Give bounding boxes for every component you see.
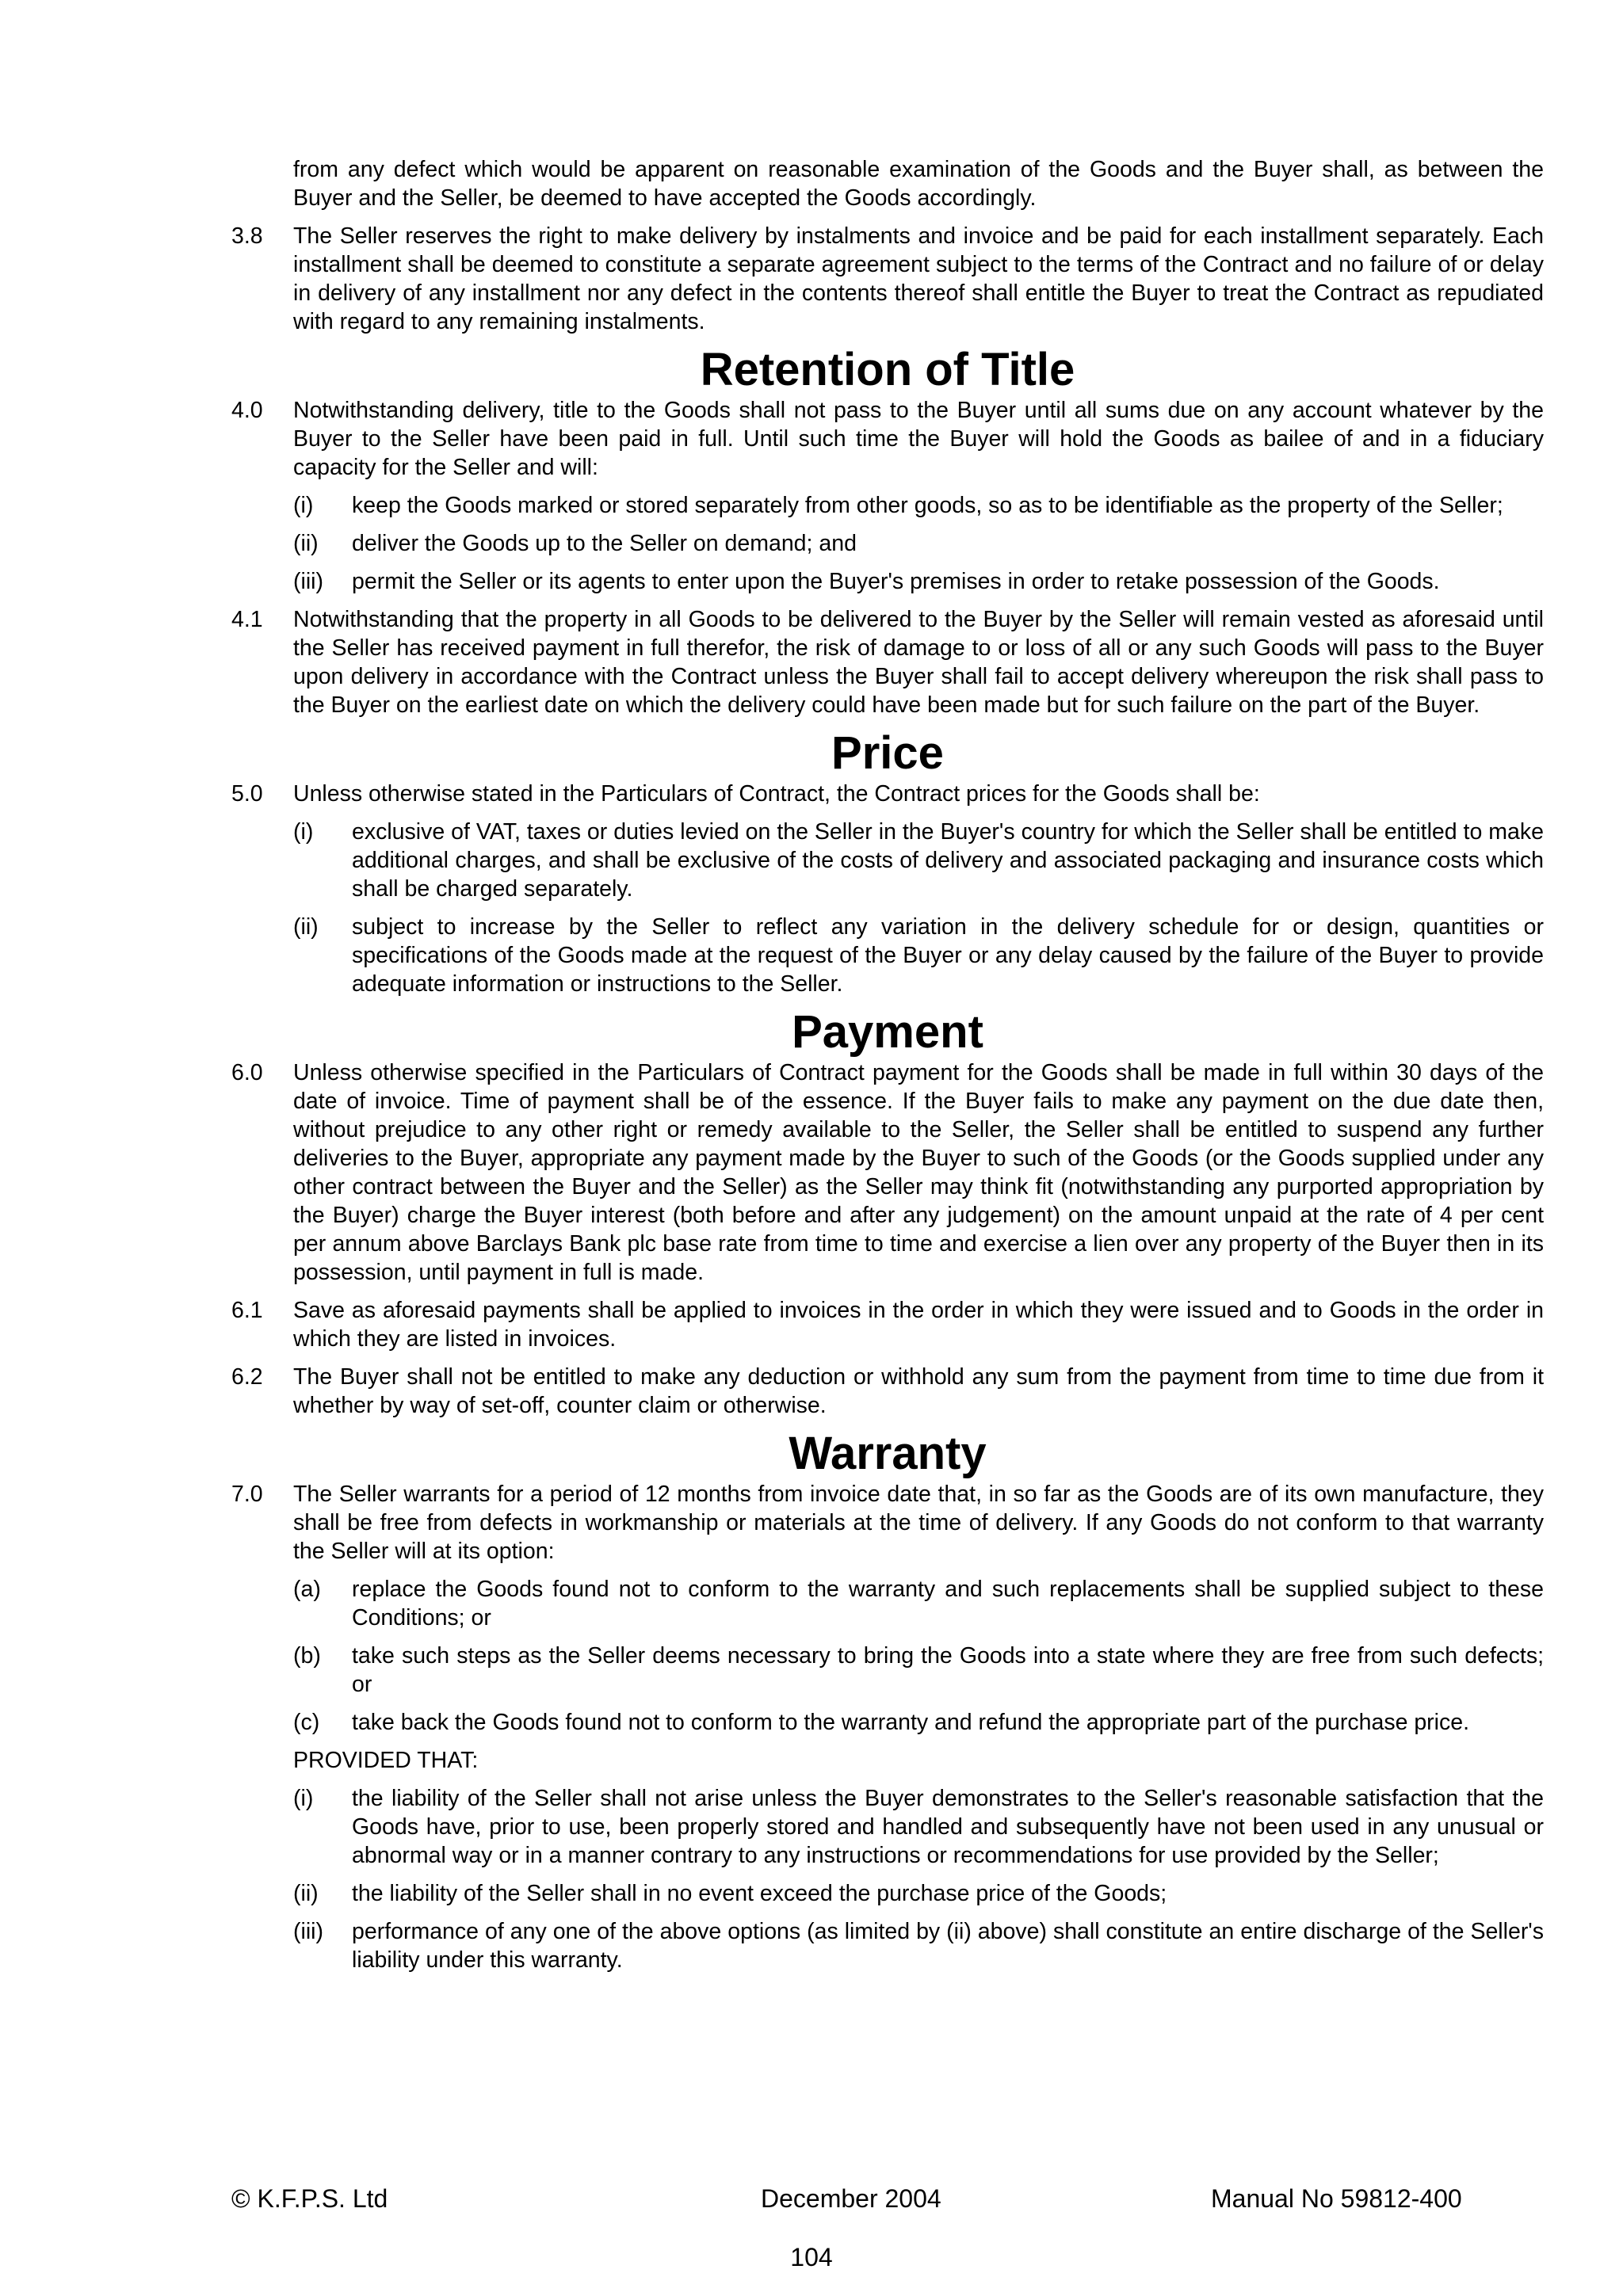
sub-clause [231,1917,1544,1974]
clause [231,396,1544,482]
sub-clause [231,1575,1544,1632]
clause-number: 3.8 [231,223,263,249]
clause [231,605,1544,719]
clause-text: The Seller reserves the right to make delivery by instalments and invoice and be paid for each installment separately. Each installment shall be deemed to constitute a separate agreement subject to the terms of the Contract and no failure of or delay in delivery of any installment nor any defect in the contents thereof shall entitle the Buyer to treat the Contract as repudiated with regard to any remaining instalments. [293,223,1544,334]
document-body [231,155,1544,1984]
sub-clause-text: the liability of the Seller shall in no event exceed the purchase price of the Goods; [352,1881,1167,1906]
section-heading: Price [831,727,944,779]
paragraph [231,155,1544,212]
sub-clause [231,529,1544,558]
sub-clause-text: subject to increase by the Seller to reflect any variation in the delivery schedule for or design, quantities or specifications of the Goods made at the request of the Buyer or any delay caused by the failure of the Buyer to provide adequate information or instructions to the Seller. [352,914,1544,997]
clause-number: 6.2 [231,1364,263,1390]
sub-clause-label: (b) [293,1643,321,1669]
clause [231,1480,1544,1566]
section-heading: Warranty [789,1428,987,1479]
sub-clause-label: (ii) [293,914,319,940]
sub-clause [231,818,1544,903]
sub-clause-label: (ii) [293,1881,319,1906]
sub-clause-label: (ii) [293,531,319,556]
page-number: 104 [790,2243,833,2271]
sub-clause-text: take back the Goods found not to conform to the warranty and refund the appropriate part of the purchase price. [352,1710,1470,1735]
sub-clause [231,491,1544,520]
clause-number: 5.0 [231,781,263,807]
clause [231,222,1544,336]
sub-clause-label: (i) [293,1786,314,1811]
sub-clause-text: deliver the Goods up to the Seller on demand; and [352,531,857,556]
paragraph-text: PROVIDED THAT: [293,1748,479,1773]
clause-text: Notwithstanding delivery, title to the Goods shall not pass to the Buyer until all sums due on any account whatever by the Buyer to the Seller have been paid in full. Until such time the Buyer will hold the Goods as bailee of and in a fiduciary capacity for the Seller and will: [293,398,1544,480]
sub-clause-text: performance of any one of the above options (as limited by (ii) above) shall constitute an entire discharge of the Seller's liability under this warranty. [352,1919,1544,1973]
clause [231,1296,1544,1353]
sub-clause-label: (i) [293,493,314,518]
clause-number: 7.0 [231,1482,263,1507]
sub-clause-label: (a) [293,1577,321,1602]
footer-manual-number: Manual No 59812-400 [1211,2184,1462,2213]
clause-text: The Seller warrants for a period of 12 months from invoice date that, in so far as the Goods are of its own manufacture, they shall be free from defects in workmanship or materials at the time of delivery. If any Goods do not conform to that warranty the Seller will at its option: [293,1482,1544,1564]
footer-copyright: © K.F.P.S. Ltd [231,2184,388,2213]
clause-text: Unless otherwise specified in the Particulars of Contract payment for the Goods shall be made in full within 30 days of the date of invoice. Time of payment shall be of the essence. If the Buyer fails to make any payment on the due date then, without prejudice to any other right or remedy available to the Seller, the Seller shall be entitled to suspend any further deliveries to the Buyer, appropriate any payment made by the Buyer to such of the Goods (or the Goods supplied under any other contract between the Buyer and the Seller) as the Seller may think fit (notwithstanding any purported appropriation by the Buyer) charge the Buyer interest (both before and after any judgement) on the amount unpaid at the rate of 4 per cent per annum above Barclays Bank plc base rate from time to time and exercise a lien over any property of the Buyer then in its possession, until payment in full is made. [293,1060,1544,1285]
clause-number: 4.0 [231,398,263,423]
sub-clause [231,1642,1544,1699]
sub-clause-label: (i) [293,819,314,845]
sub-clause-text: take such steps as the Seller deems necessary to bring the Goods into a state where they are free from such defects; or [352,1643,1544,1697]
clause [231,780,1544,808]
clause-number: 6.0 [231,1060,263,1085]
sub-clause-text: exclusive of VAT, taxes or duties levied on the Seller in the Buyer's country for which the Seller shall be entitled to make additional charges, and shall be exclusive of the costs of delivery and associated packaging and insurance costs which shall be charged separately. [352,819,1544,902]
clause-text: Unless otherwise stated in the Particulars of Contract, the Contract prices for the Goods shall be: [293,781,1260,807]
sub-clause-text: keep the Goods marked or stored separately from other goods, so as to be identifiable as the property of the Seller; [352,493,1503,518]
sub-clause-label: (c) [293,1710,320,1735]
sub-clause [231,1879,1544,1908]
paragraph [231,1746,1544,1775]
sub-clause [231,913,1544,998]
section-heading: Payment [792,1006,983,1058]
sub-clause-text: permit the Seller or its agents to enter upon the Buyer's premises in order to retake possession of the Goods. [352,569,1440,594]
sub-clause [231,567,1544,596]
footer-date: December 2004 [761,2184,941,2213]
clause-number: 4.1 [231,607,263,632]
section-heading: Retention of Title [700,344,1075,395]
sub-clause-label: (iii) [293,1919,323,1944]
sub-clause-text: the liability of the Seller shall not arise unless the Buyer demonstrates to the Seller's reasonable satisfaction that the Goods have, prior to use, been properly stored and handled and subsequently have not been used in any unusual or abnormal way or in a manner contrary to any instructions or recommendations for use provided by the Seller; [352,1786,1544,1868]
paragraph-text: from any defect which would be apparent on reasonable examination of the Goods and the Buyer shall, as between the Buyer and the Seller, be deemed to have accepted the Goods accordingly. [293,157,1544,211]
clause-text: Notwithstanding that the property in all Goods to be delivered to the Buyer by the Seller will remain vested as aforesaid until the Seller has received payment in full therefor, the risk of damage to or loss of all or any such Goods will pass to the Buyer upon delivery in accordance with the Contract unless the Buyer shall fail to accept delivery whereupon the risk shall pass to the Buyer on the earliest date on which the delivery could have been made but for such failure on the part of the Buyer. [293,607,1544,718]
clause-text: The Buyer shall not be entitled to make any deduction or withhold any sum from the payment from time to time due from it whether by way of set-off, counter claim or otherwise. [293,1364,1544,1418]
sub-clause-text: replace the Goods found not to conform to the warranty and such replacements shall be supplied subject to these Conditions; or [352,1577,1544,1630]
clause [231,1058,1544,1287]
sub-clause [231,1784,1544,1870]
sub-clause [231,1708,1544,1737]
sub-clause-label: (iii) [293,569,323,594]
clause-text: Save as aforesaid payments shall be applied to invoices in the order in which they were issued and to Goods in the order in which they are listed in invoices. [293,1298,1544,1352]
clause-number: 6.1 [231,1298,263,1323]
clause [231,1363,1544,1420]
